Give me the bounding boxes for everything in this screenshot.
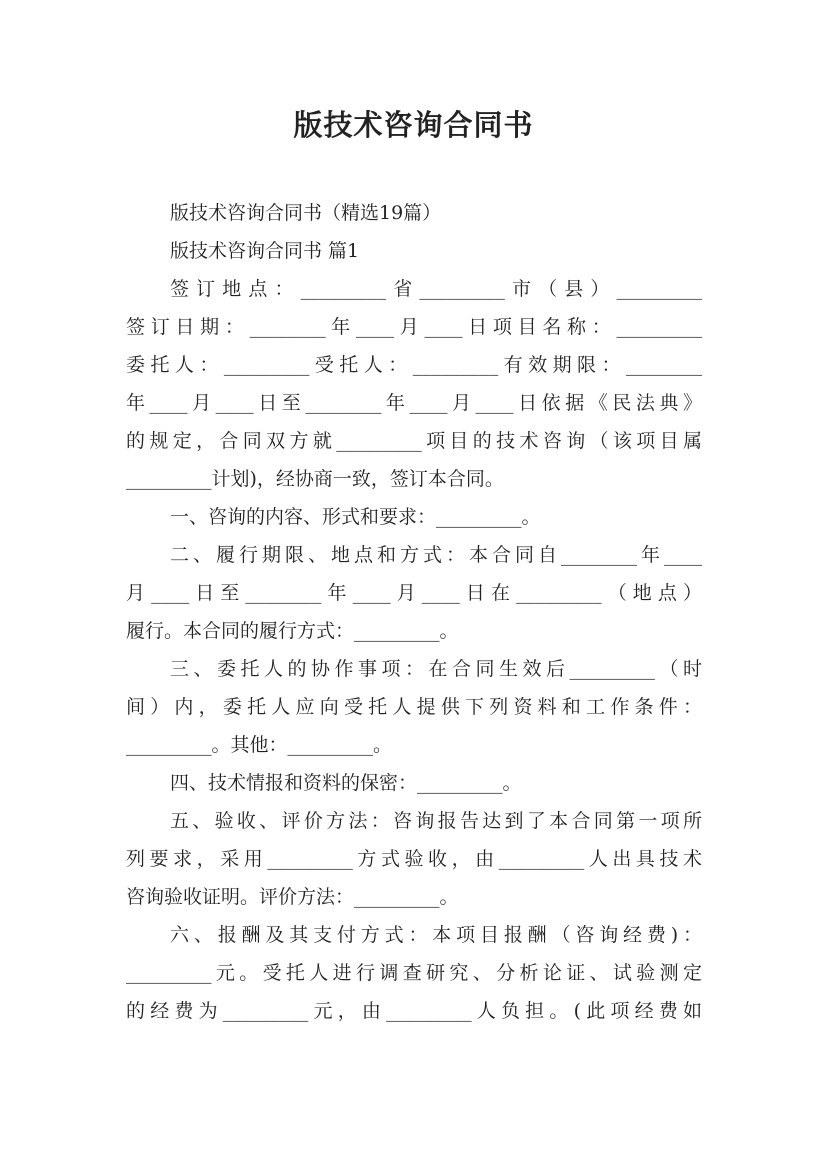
text-line: 版技术咨询合同书 篇1 (170, 240, 360, 262)
text-line: 列要求，采用_________方式验收，由_________人出具技术 (126, 848, 702, 870)
text-line: 四、技术情报和资料的保密：_________。 (170, 772, 522, 794)
text-line: 的规定，合同双方就_________项目的技术咨询（该项目属 (126, 430, 702, 452)
text-line: 年____月____日至________年____月____日依据《民法典》 (126, 392, 702, 414)
text-line: 签订地点：_________省_________市（县）_________ (170, 278, 702, 300)
text-line: 二、履行期限、地点和方式：本合同自________年____ (170, 544, 702, 566)
document-title: 版技术咨询合同书 (293, 108, 534, 142)
text-line: 版技术咨询合同书（精选19篇） (170, 202, 442, 224)
text-line: _________。其他：_________。 (126, 734, 393, 756)
text-line: 间）内，委托人应向受托人提供下列资料和工作条件： (126, 696, 702, 718)
text-line: 履行。本合同的履行方式：_________。 (126, 620, 459, 642)
text-line: _________计划)，经协商一致，签订本合同。 (126, 468, 504, 490)
text-line: 签订日期：________年____月____日项目名称：_________ (126, 316, 702, 338)
text-line: 月____日至________年____月____日在_________（地点） (126, 582, 702, 604)
text-line: 三、委托人的协作事项：在合同生效后_________（时 (170, 658, 702, 680)
text-line: _________元。受托人进行调查研究、分析论证、试验测定 (126, 962, 702, 984)
text-line: 委托人：_________受托人：_________有效期限：________ (126, 354, 702, 376)
text-line: 咨询验收证明。评价方法：_________。 (126, 886, 459, 908)
text-line: 一、咨询的内容、形式和要求：_________。 (170, 506, 541, 528)
text-line: 六、报酬及其支付方式：本项目报酬（咨询经费)： (170, 924, 702, 946)
text-line: 的经费为_________元，由_________人负担。(此项经费如 (126, 1000, 702, 1022)
document-body (126, 194, 702, 1030)
text-line: 五、验收、评价方法：咨询报告达到了本合同第一项所 (170, 810, 702, 832)
